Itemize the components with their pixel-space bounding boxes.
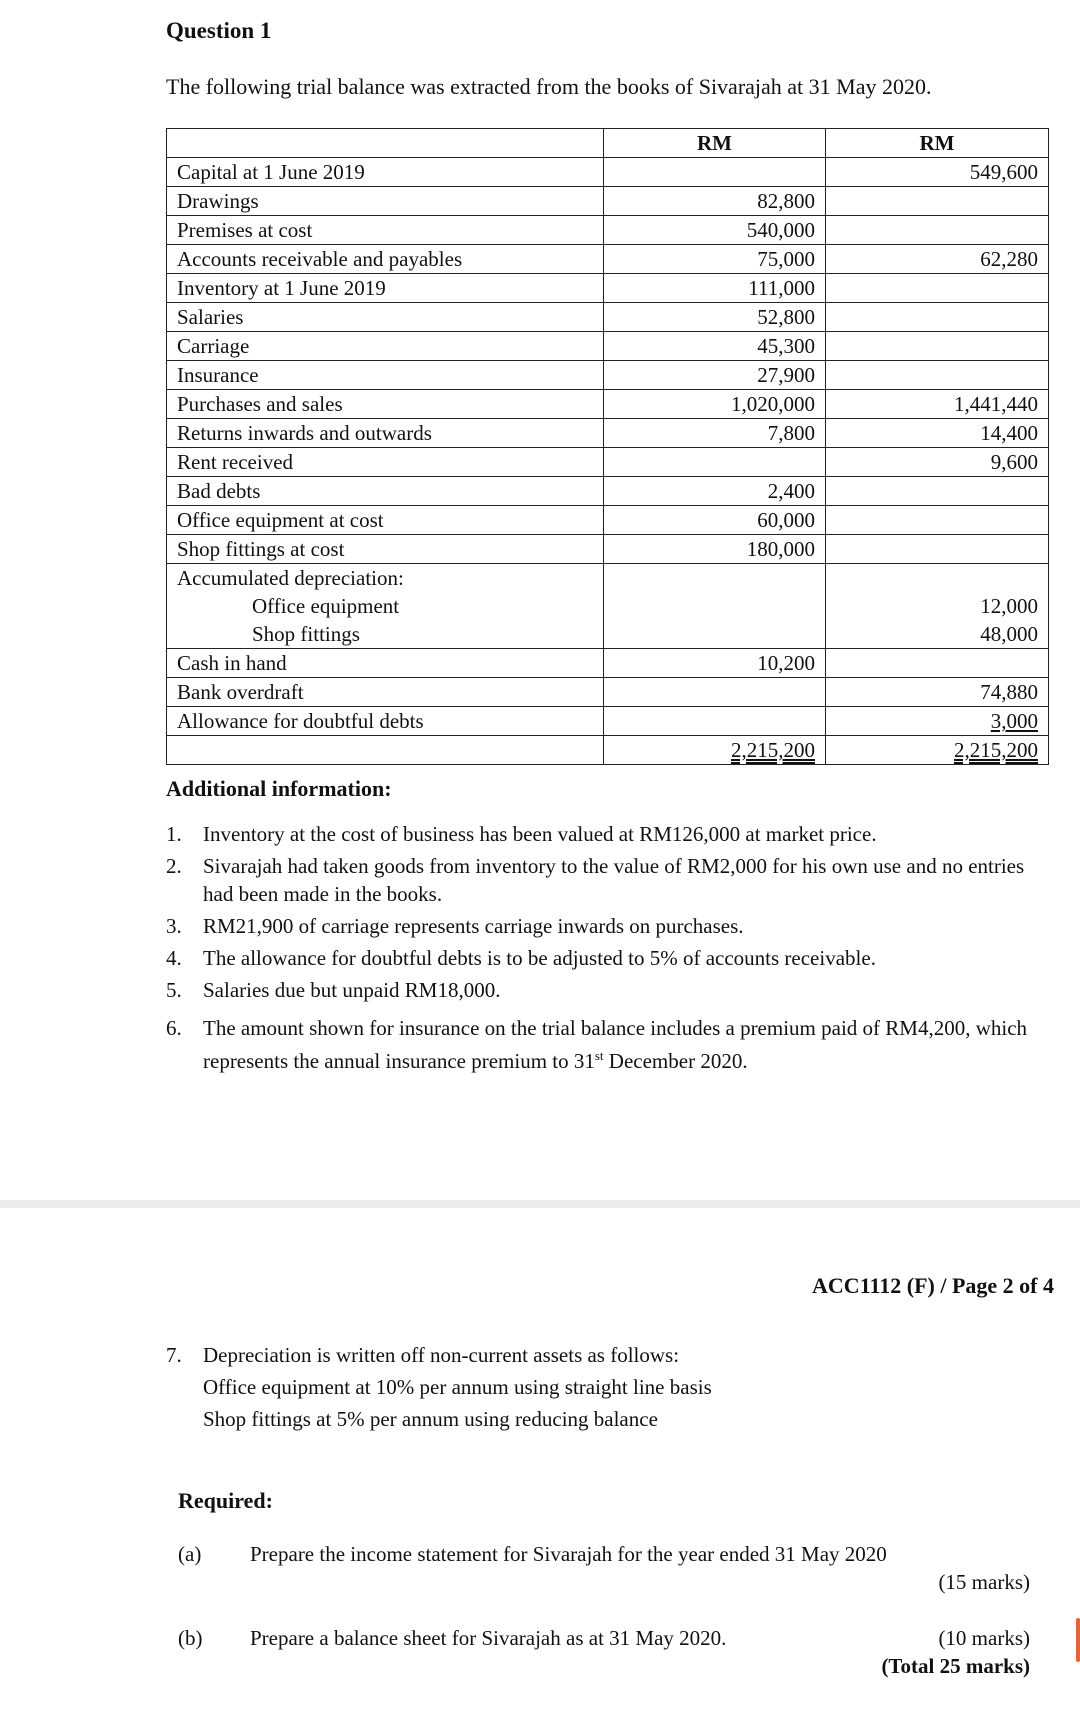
table-row [167,448,1049,477]
credit-amount: 1,441,440 [826,390,1049,419]
note-number: 4. [166,946,182,970]
table-row [167,506,1049,535]
account-label: Capital at 1 June 2019 [167,158,604,187]
table-row [167,419,1049,448]
credit-amount [826,477,1049,506]
list-item [166,912,1046,940]
edge-marker [1076,1618,1080,1662]
note-text: Sivarajah had taken goods from inventory to the value of RM2,000 for his own use and no entries had been made in the books. [203,854,1025,906]
credit-amount [826,361,1049,390]
table-row [167,477,1049,506]
credit-amount: 74,880 [826,678,1049,707]
note-number: 1. [166,822,182,846]
account-label: Shop fittings at cost [167,535,604,564]
note-text: Inventory at the cost of business has been valued at RM126,000 at market price. [203,822,877,846]
debit-amount [604,707,826,736]
note-number: 5. [166,978,182,1002]
note-number: 3. [166,914,182,938]
note-7-number: 7. [166,1343,182,1367]
acc-dep-shop-amount: 48,000 [980,622,1038,646]
note-6-superscript: st [594,1048,604,1063]
total-marks: (Total 25 marks) [881,1654,1030,1678]
debit-amount: 82,800 [604,187,826,216]
account-label: Bad debts [167,477,604,506]
part-a-text: Prepare the income statement for Sivarajah for the year ended 31 May 2020 [250,1542,887,1566]
list-item [166,820,1046,848]
table-header-row [167,129,1049,158]
acc-dep-shop-fittings: Shop fittings [252,622,360,646]
total-debit-value: 2,215,200 [731,738,815,762]
account-label: Accounts receivable and payables [167,245,604,274]
acc-dep-heading: Accumulated depreciation: [177,566,404,590]
credit-amount [826,216,1049,245]
acc-dep-office-equipment: Office equipment [252,594,400,618]
list-item [166,852,1046,908]
account-label: Allowance for doubtful debts [167,707,604,736]
table-row [167,361,1049,390]
header-debit: RM [604,129,826,158]
table-row [167,649,1049,678]
table-row [167,535,1049,564]
debit-amount: 180,000 [604,535,826,564]
table-row [167,216,1049,245]
credit-amount: 549,600 [826,158,1049,187]
debit-amount: 45,300 [604,332,826,361]
table-row [167,707,1049,736]
required-heading: Required: [178,1488,273,1513]
credit-amount: 9,600 [826,448,1049,477]
totals-label [167,736,604,765]
page-footer: ACC1112 (F) / Page 2 of 4 [812,1273,1054,1298]
table-row-accumulated-depreciation [167,564,1049,649]
table-row [167,187,1049,216]
note-7 [166,1339,712,1435]
debit-amount: 10,200 [604,649,826,678]
table-row [167,274,1049,303]
part-a-label: (a) [178,1542,202,1566]
note-7-line-1: Depreciation is written off non-current assets as follows: [203,1343,680,1367]
credit-amount [826,649,1049,678]
note-7-line-3: Shop fittings at 5% per annum using reducing balance [203,1407,658,1431]
account-label: Returns inwards and outwards [167,419,604,448]
table-row [167,332,1049,361]
credit-amount [826,332,1049,361]
part-b-label: (b) [178,1626,203,1650]
table-row [167,390,1049,419]
account-label: Insurance [167,361,604,390]
part-b-marks: (10 marks) [938,1626,1030,1650]
debit-amount: 75,000 [604,245,826,274]
debit-amount [604,678,826,707]
part-a-marks: (15 marks) [938,1570,1030,1594]
note-6-text-a: The amount shown for insurance on the trial balance includes a premium paid of RM4,200, which represents the annual insurance premium to 31 [203,1016,1028,1073]
acc-dep-labels [167,564,604,649]
list-item [166,976,1046,1004]
additional-info-heading: Additional information: [166,776,392,801]
credit-amount [826,506,1049,535]
totals-row [167,736,1049,765]
account-label: Carriage [167,332,604,361]
table-row [167,303,1049,332]
debit-amount: 7,800 [604,419,826,448]
account-label: Bank overdraft [167,678,604,707]
acc-dep-credit [826,564,1049,649]
account-label: Drawings [167,187,604,216]
question-title: Question 1 [166,18,272,43]
header-label [167,129,604,158]
header-credit: RM [826,129,1049,158]
intro-text: The following trial balance was extracted from the books of Sivarajah at 31 May 2020. [166,74,932,99]
trial-balance-table [166,128,1049,765]
note-text: RM21,900 of carriage represents carriage inwards on purchases. [203,914,744,938]
debit-amount: 540,000 [604,216,826,245]
acc-dep-office-amount: 12,000 [980,594,1038,618]
account-label: Purchases and sales [167,390,604,419]
note-text: The allowance for doubtful debts is to be adjusted to 5% of accounts receivable. [203,946,876,970]
credit-amount [826,187,1049,216]
acc-dep-debit [604,564,826,649]
credit-amount [826,303,1049,332]
note-text: Salaries due but unpaid RM18,000. [203,978,501,1002]
table-row [167,245,1049,274]
total-credit [826,736,1049,765]
page-separator [0,1200,1080,1208]
debit-amount [604,158,826,187]
debit-amount: 111,000 [604,274,826,303]
total-credit-value: 2,215,200 [954,738,1038,762]
credit-amount [826,274,1049,303]
list-item-note-6 [166,1014,1046,1075]
credit-amount [826,535,1049,564]
account-label: Inventory at 1 June 2019 [167,274,604,303]
total-debit [604,736,826,765]
debit-amount: 1,020,000 [604,390,826,419]
credit-amount: 62,280 [826,245,1049,274]
table-row [167,678,1049,707]
account-label: Cash in hand [167,649,604,678]
debit-amount [604,448,826,477]
account-label: Premises at cost [167,216,604,245]
part-b-text: Prepare a balance sheet for Sivarajah as at 31 May 2020. [250,1626,727,1650]
table-row [167,158,1049,187]
note-6-text-b: December 2020. [603,1049,748,1073]
note-number: 2. [166,854,182,878]
credit-amount: 14,400 [826,419,1049,448]
debit-amount: 2,400 [604,477,826,506]
list-item [166,944,1046,972]
account-label: Rent received [167,448,604,477]
debit-amount: 27,900 [604,361,826,390]
debit-amount: 52,800 [604,303,826,332]
note-number: 6. [166,1016,182,1040]
account-label: Office equipment at cost [167,506,604,535]
note-7-line-2: Office equipment at 10% per annum using straight line basis [203,1375,712,1399]
debit-amount: 60,000 [604,506,826,535]
account-label: Salaries [167,303,604,332]
additional-info-list [166,820,1046,1079]
credit-amount: 3,000 [826,707,1049,736]
